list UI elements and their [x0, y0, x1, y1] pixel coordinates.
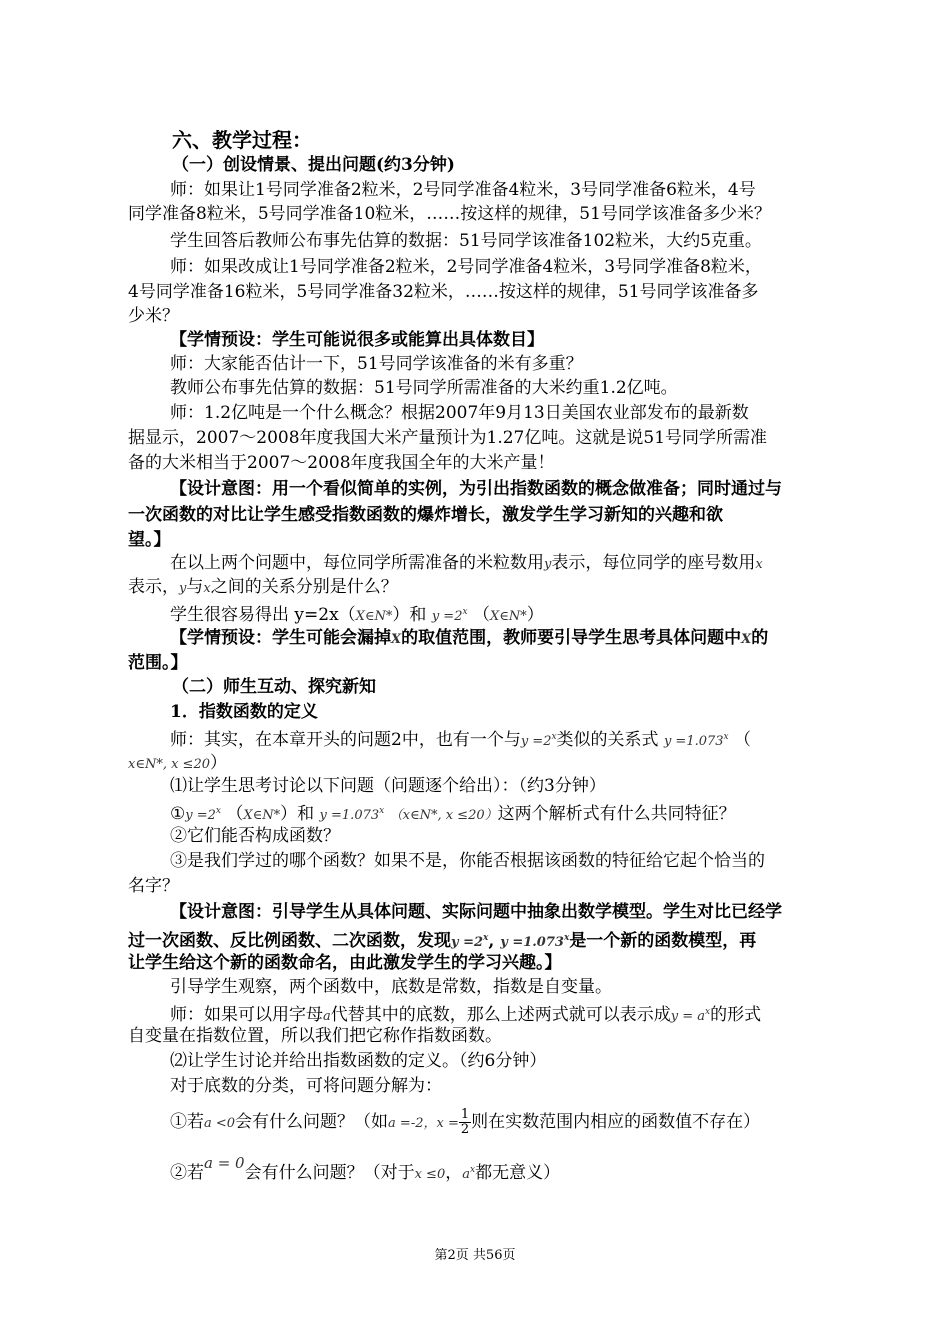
math-var: y: [544, 557, 552, 572]
question-3: ③是我们学过的哪个函数？如果不是，你能否根据该函数的特征给它起个恰当的: [170, 851, 765, 871]
paragraph: 教师公布事先估算的数据：51号同学所需准备的大米约重1.2亿吨。: [170, 378, 678, 398]
presupposition-note: 【学情预设：学生可能会漏掉X的取值范围，教师要引导学生思考具体问题中X的: [170, 628, 769, 648]
case-1: ①若a <0会有什么问题？（如a =-2，x = $\frac{1}{2}$ 则在实数范围内相应的函数值不存在）: [170, 1107, 761, 1137]
paragraph: 师：大家能否估计一下，51号同学该准备的米有多重？: [170, 354, 583, 374]
subsection-title-1: （一）创设情景、提出问题(约3分钟): [172, 155, 455, 175]
paragraph: 引导学生观察，两个函数中，底数是常数，指数是自变量。: [170, 977, 612, 997]
paragraph: 4号同学准备16粒米，5号同学准备32粒米，……按这样的规律，51号同学该准备多: [128, 282, 759, 302]
paragraph: 同学准备8粒米，5号同学准备10粒米，……按这样的规律，51号同学该准备多少米？: [128, 204, 771, 224]
section-title: 六、教学过程：: [172, 128, 312, 152]
question-3: 名字？: [128, 876, 179, 896]
presupposition-note: 【学情预设：学生可能说很多或能算出具体数目】: [170, 330, 544, 350]
question-2: ②它们能否构成函数？: [170, 826, 340, 846]
design-intent-note: 过一次函数、反比例函数、二次函数，发现$y =2^x$, $y =1.073^x$是一个新的函数模型，再: [128, 931, 757, 951]
subsection-title-2: （二）师生互动、探究新知: [172, 677, 376, 697]
paragraph: x∈N*, x ≤20）: [128, 753, 227, 773]
design-intent-note: 望。】: [128, 530, 171, 550]
paragraph: 备的大米相当于2007～2008年度我国全年的大米产量！: [128, 453, 555, 473]
question-intro: ⑵让学生讨论并给出指数函数的定义。（约6分钟）: [170, 1051, 547, 1071]
paragraph: 学生很容易得出 y=2x（X∈N*）和 $y =2^x$ （X∈N*）: [170, 605, 544, 625]
paragraph: 师：如果让1号同学准备2粒米，2号同学准备4粒米，3号同学准备6粒米，4号: [170, 180, 756, 200]
paragraph: 在以上两个问题中，每位同学所需准备的米粒数用y表示，每位同学的座号数用x: [170, 553, 763, 573]
math-expr: X∈N*: [355, 609, 393, 624]
page-footer: 第2页 共56页: [434, 1248, 516, 1263]
fraction-one-half: $\frac{1}{2}$: [460, 1107, 470, 1137]
math-expr: y =2: [431, 609, 463, 624]
paragraph: 师：如果改成让1号同学准备2粒米，2号同学准备4粒米，3号同学准备8粒米，: [170, 257, 762, 277]
paragraph: 学生回答后教师公布事先估算的数据：51号同学该准备102粒米，大约5克重。: [170, 231, 762, 251]
design-intent-note: 【设计意图：用一个看似简单的实例，为引出指数函数的概念做准备；同时通过与: [170, 479, 782, 499]
paragraph: 对于底数的分类，可将问题分解为：: [170, 1076, 442, 1096]
paragraph: 师：如果可以用字母a代替其中的底数，那么上述两式就可以表示成$y = a^x$的形式: [170, 1005, 762, 1025]
math-var: x: [755, 557, 763, 572]
question-1: ①y $=2^x$ （X∈N*）和 $y =1.073^x$ （x∈N*, x ≤20）这两个解析式有什么共同特征？: [170, 804, 736, 824]
design-intent-note: 一次函数的对比让学生感受指数函数的爆炸增长，激发学生学习新知的兴趣和欲: [128, 505, 723, 525]
presupposition-note: 范围。】: [128, 653, 188, 673]
paragraph: 师：1.2亿吨是一个什么概念？根据2007年9月13日美国农业部发布的最新数: [170, 403, 749, 423]
paragraph: 据显示，2007～2008年度我国大米产量预计为1.27亿吨。这就是说51号同学所需准: [128, 428, 768, 448]
question-intro: ⑴让学生思考讨论以下问题（问题逐个给出）：（约3分钟）: [170, 776, 606, 796]
paragraph: 少米？: [128, 306, 179, 326]
paragraph: 师：其实，在本章开头的问题2中，也有一个与$y =2^x$类似的关系式 $y =1.073^x$ （: [170, 730, 752, 750]
paragraph: 表示，y与x之间的关系分别是什么？: [128, 577, 398, 597]
case-2: ②若a = 0会有什么问题？（对于x ≤0，$a^x$都无意义）: [170, 1154, 561, 1183]
paragraph: 自变量在指数位置，所以我们把它称作指数函数。: [128, 1026, 502, 1046]
design-intent-note: 【设计意图：引导学生从具体问题、实际问题中抽象出数学模型。学生对比已经学: [170, 902, 782, 922]
topic-heading: 1．指数函数的定义: [170, 702, 318, 722]
design-intent-note: 让学生给这个新的函数命名，由此激发学生的学习兴趣。】: [128, 953, 562, 973]
